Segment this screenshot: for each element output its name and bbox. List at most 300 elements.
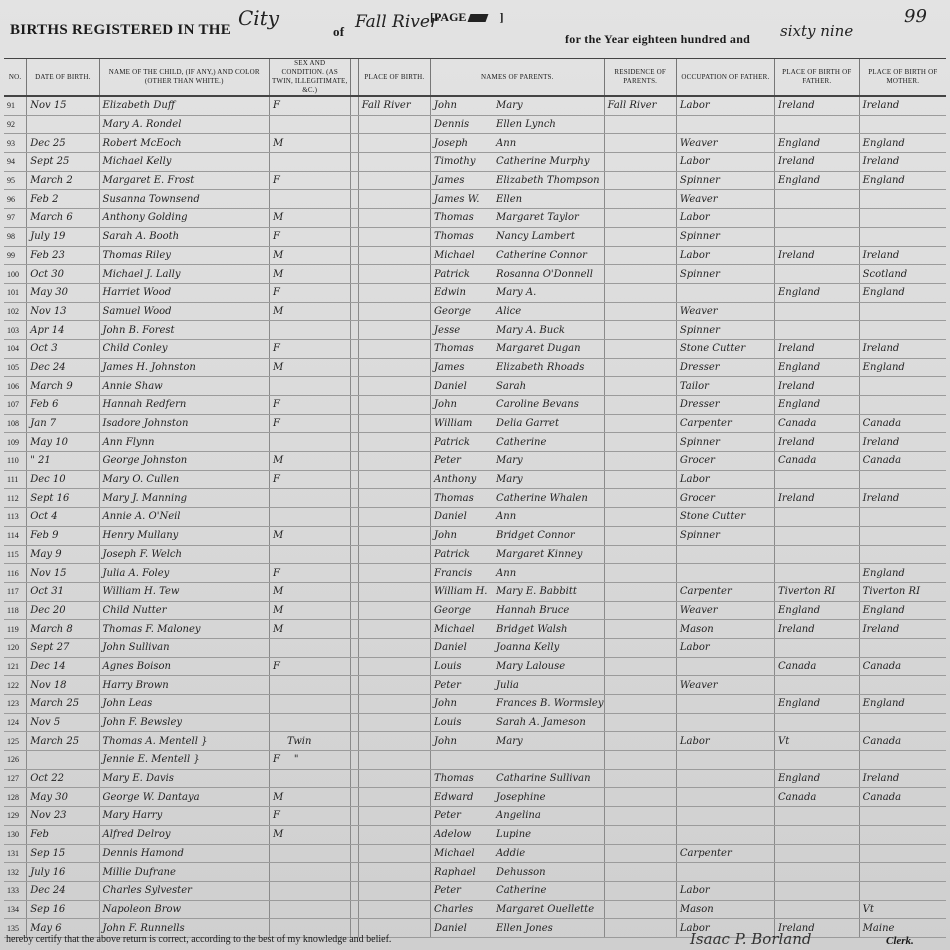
cell-no: 109 — [4, 433, 27, 452]
cell-mpob — [859, 190, 946, 209]
cell-res — [604, 807, 676, 826]
cell-res — [604, 881, 676, 900]
table-row — [4, 807, 946, 826]
cell-mpob: Canada — [859, 452, 946, 471]
cell-occ: Carpenter — [676, 414, 774, 433]
header-title: BIRTHS REGISTERED IN THE — [10, 22, 232, 38]
cell-father: Louis — [434, 660, 462, 672]
cell-no: 113 — [4, 508, 27, 527]
cell-occ — [676, 825, 774, 844]
cell-blank — [350, 396, 358, 415]
cell-res — [604, 470, 676, 489]
cell-pob — [358, 452, 430, 471]
clerk-signature: Isaac P. Borland — [690, 930, 812, 948]
cell-res — [604, 209, 676, 228]
cell-blank — [350, 470, 358, 489]
cell-mpob: Ireland — [859, 96, 946, 115]
cell-father: Thomas — [434, 773, 474, 785]
cell-mpob — [859, 545, 946, 564]
cell-parents — [431, 751, 605, 770]
table-row — [4, 246, 946, 265]
cell-mother: Julia — [496, 679, 519, 691]
cell-res — [604, 452, 676, 471]
cell-child: Elizabeth Duff — [99, 96, 269, 115]
cell-sex: M — [272, 604, 284, 616]
cell-parents — [431, 414, 605, 433]
cell-sex: M — [272, 268, 284, 280]
cell-sex-condition — [269, 638, 350, 657]
cell-fpob — [774, 508, 859, 527]
cell-pob — [358, 153, 430, 172]
cell-fpob — [774, 638, 859, 657]
cell-date: May 30 — [27, 283, 99, 302]
cell-sex: F — [272, 100, 280, 112]
cell-fpob — [774, 825, 859, 844]
cell-fpob — [774, 713, 859, 732]
cell-no: 106 — [4, 377, 27, 396]
cell-date: Feb 9 — [27, 526, 99, 545]
cell-no: 95 — [4, 171, 27, 190]
table-row — [4, 601, 946, 620]
cell-no: 93 — [4, 134, 27, 153]
cell-father: Patrick — [434, 268, 470, 280]
cell-sex-condition — [269, 620, 350, 639]
cell-sex-condition — [269, 676, 350, 695]
cell-parents — [431, 396, 605, 415]
cell-occ: Stone Cutter — [676, 339, 774, 358]
cell-res — [604, 283, 676, 302]
cell-child: Margaret E. Frost — [99, 171, 269, 190]
cell-fpob: Ireland — [774, 153, 859, 172]
cell-occ: Weaver — [676, 601, 774, 620]
cell-child: Mary O. Cullen — [99, 470, 269, 489]
cell-sex-condition — [269, 321, 350, 340]
cell-father: Jesse — [434, 324, 461, 336]
cell-occ: Carpenter — [676, 844, 774, 863]
cell-res — [604, 844, 676, 863]
cell-father: Thomas — [434, 212, 474, 224]
cell-fpob — [774, 526, 859, 545]
cell-date: July 16 — [27, 863, 99, 882]
cell-fpob: Ireland — [774, 620, 859, 639]
cell-blank — [350, 321, 358, 340]
cell-no: 99 — [4, 246, 27, 265]
cell-child: Annie Shaw — [99, 377, 269, 396]
table-row — [4, 489, 946, 508]
cell-mother: Delia Garret — [496, 418, 559, 430]
cell-res — [604, 190, 676, 209]
cell-occ: Carpenter — [676, 582, 774, 601]
cell-date: Jan 7 — [27, 414, 99, 433]
cell-sex-condition — [269, 713, 350, 732]
cell-date: July 19 — [27, 227, 99, 246]
certification-text: hereby certify that the above return is correct, according to the best of my knowledge and belief. — [6, 934, 392, 945]
cell-pob — [358, 396, 430, 415]
cell-parents — [431, 134, 605, 153]
cell-no: 114 — [4, 526, 27, 545]
cell-res — [604, 638, 676, 657]
cell-fpob: Vt — [774, 732, 859, 751]
cell-mother: Margaret Ouellette — [496, 903, 595, 915]
cell-sex-condition — [269, 844, 350, 863]
cell-parents — [431, 433, 605, 452]
cell-occ — [676, 713, 774, 732]
cell-occ: Mason — [676, 620, 774, 639]
cell-res — [604, 321, 676, 340]
column-header: PLACE OF BIRTH OF FATHER. — [774, 59, 859, 97]
cell-sex-condition — [269, 470, 350, 489]
cell-father: Thomas — [434, 231, 474, 243]
cell-mother: Ann — [496, 137, 517, 149]
table-row — [4, 321, 946, 340]
cell-date: Oct 31 — [27, 582, 99, 601]
cell-no: 105 — [4, 358, 27, 377]
cell-pob — [358, 414, 430, 433]
cell-child: George W. Dantaya — [99, 788, 269, 807]
cell-occ — [676, 564, 774, 583]
column-header: PLACE OF BIRTH OF MOTHER. — [859, 59, 946, 97]
cell-mother: Mary — [496, 474, 523, 486]
cell-occ — [676, 283, 774, 302]
cell-father: Peter — [434, 810, 461, 822]
cell-mother: Hannah Bruce — [496, 604, 570, 616]
cell-child: Mary J. Manning — [99, 489, 269, 508]
cell-mpob: Ireland — [859, 246, 946, 265]
cell-date: Dec 10 — [27, 470, 99, 489]
cell-fpob: England — [774, 695, 859, 714]
cell-no: 117 — [4, 582, 27, 601]
cell-sex: F — [272, 660, 280, 672]
cell-date: Sept 25 — [27, 153, 99, 172]
cell-res — [604, 115, 676, 134]
cell-sex-condition — [269, 657, 350, 676]
cell-blank — [350, 265, 358, 284]
cell-res — [604, 227, 676, 246]
cell-father: William H. — [434, 586, 488, 598]
cell-father: Edward — [434, 791, 474, 803]
cell-mpob — [859, 508, 946, 527]
cell-sex-condition — [269, 508, 350, 527]
cell-child: William H. Tew — [99, 582, 269, 601]
cell-condition: Twin — [286, 735, 312, 747]
cell-blank — [350, 96, 358, 115]
cell-blank — [350, 844, 358, 863]
cell-child: Annie A. O'Neil — [99, 508, 269, 527]
cell-date — [27, 751, 99, 770]
header-place-type: City — [238, 6, 280, 30]
cell-sex-condition — [269, 900, 350, 919]
cell-mother: Ellen — [496, 193, 523, 205]
cell-pob — [358, 582, 430, 601]
cell-father: Patrick — [434, 436, 470, 448]
cell-parents — [431, 265, 605, 284]
cell-fpob: Tiverton RI — [774, 582, 859, 601]
cell-occ: Weaver — [676, 134, 774, 153]
cell-res — [604, 900, 676, 919]
cell-blank — [350, 657, 358, 676]
cell-pob — [358, 695, 430, 714]
cell-date: March 25 — [27, 732, 99, 751]
cell-parents — [431, 620, 605, 639]
cell-sex-condition — [269, 190, 350, 209]
table-row — [4, 414, 946, 433]
cell-mpob — [859, 807, 946, 826]
cell-no: 121 — [4, 657, 27, 676]
cell-parents — [431, 470, 605, 489]
cell-mother: Margaret Taylor — [496, 212, 579, 224]
cell-blank — [350, 153, 358, 172]
cell-fpob: Ireland — [774, 339, 859, 358]
column-header: NO. — [4, 59, 27, 97]
cell-date: Feb 2 — [27, 190, 99, 209]
cell-pob — [358, 246, 430, 265]
cell-parents — [431, 302, 605, 321]
cell-occ: Spinner — [676, 321, 774, 340]
column-header: NAMES OF PARENTS. — [431, 59, 605, 97]
cell-child: Susanna Townsend — [99, 190, 269, 209]
cell-mother: Sarah A. Jameson — [496, 717, 586, 729]
table-row — [4, 283, 946, 302]
table-row — [4, 433, 946, 452]
cell-child: Mary A. Rondel — [99, 115, 269, 134]
cell-occ — [676, 788, 774, 807]
cell-res — [604, 620, 676, 639]
cell-occ: Dresser — [676, 358, 774, 377]
cell-child: Julia A. Foley — [99, 564, 269, 583]
cell-child: John Sullivan — [99, 638, 269, 657]
cell-sex-condition — [269, 788, 350, 807]
cell-fpob — [774, 676, 859, 695]
cell-parents — [431, 732, 605, 751]
cell-sex: F — [272, 754, 280, 766]
cell-fpob: England — [774, 171, 859, 190]
cell-res — [604, 695, 676, 714]
cell-mpob — [859, 638, 946, 657]
cell-occ: Labor — [676, 638, 774, 657]
cell-sex: F — [272, 343, 280, 355]
cell-parents — [431, 863, 605, 882]
cell-father: Charles — [434, 903, 474, 915]
cell-no: 92 — [4, 115, 27, 134]
cell-mpob: England — [859, 171, 946, 190]
cell-mpob — [859, 321, 946, 340]
cell-mother: Rosanna O'Donnell — [496, 268, 593, 280]
cell-blank — [350, 620, 358, 639]
table-row — [4, 844, 946, 863]
cell-sex-condition — [269, 171, 350, 190]
cell-sex-condition — [269, 433, 350, 452]
cell-blank — [350, 825, 358, 844]
cell-parents — [431, 209, 605, 228]
cell-parents — [431, 227, 605, 246]
cell-mother: Lupine — [496, 829, 532, 841]
cell-pob — [358, 489, 430, 508]
cell-occ — [676, 695, 774, 714]
cell-parents — [431, 807, 605, 826]
cell-child: Napoleon Brow — [99, 900, 269, 919]
cell-res — [604, 153, 676, 172]
cell-mother: Josephine — [496, 791, 546, 803]
cell-date: Sep 15 — [27, 844, 99, 863]
table-row — [4, 620, 946, 639]
cell-parents — [431, 246, 605, 265]
cell-res — [604, 751, 676, 770]
cell-mother: Addie — [496, 847, 526, 859]
cell-occ: Labor — [676, 209, 774, 228]
cell-father: John — [434, 100, 457, 112]
cell-no: 104 — [4, 339, 27, 358]
cell-blank — [350, 171, 358, 190]
column-header: RESIDENCE OF PARENTS. — [604, 59, 676, 97]
page-label-text: [PAGE — [430, 10, 467, 24]
cell-blank — [350, 377, 358, 396]
cell-pob — [358, 508, 430, 527]
cell-sex-condition — [269, 526, 350, 545]
cell-res — [604, 171, 676, 190]
cell-pob — [358, 265, 430, 284]
cell-fpob: Canada — [774, 414, 859, 433]
cell-fpob — [774, 807, 859, 826]
cell-fpob: Ireland — [774, 919, 859, 938]
cell-sex: M — [272, 212, 284, 224]
cell-mother: Bridget Walsh — [496, 623, 568, 635]
table-row — [4, 452, 946, 471]
cell-mpob: Canada — [859, 657, 946, 676]
cell-occ — [676, 545, 774, 564]
cell-res — [604, 863, 676, 882]
cell-pob — [358, 171, 430, 190]
cell-mother: Catherine Connor — [496, 249, 587, 261]
cell-occ: Tailor — [676, 377, 774, 396]
cell-blank — [350, 900, 358, 919]
cell-fpob: England — [774, 769, 859, 788]
cell-blank — [350, 526, 358, 545]
cell-father: Michael — [434, 623, 475, 635]
cell-parents — [431, 881, 605, 900]
cell-date: Dec 20 — [27, 601, 99, 620]
cell-father: John — [434, 530, 457, 542]
cell-mpob — [859, 676, 946, 695]
cell-mpob — [859, 377, 946, 396]
cell-occ: Dresser — [676, 396, 774, 415]
cell-pob — [358, 564, 430, 583]
cell-father: Thomas — [434, 492, 474, 504]
cell-father: James W. — [434, 193, 480, 205]
cell-occ: Labor — [676, 732, 774, 751]
page-mark-icon — [468, 14, 489, 22]
cell-res — [604, 769, 676, 788]
cell-child: Robert McEoch — [99, 134, 269, 153]
cell-pob — [358, 620, 430, 639]
cell-no: 98 — [4, 227, 27, 246]
cell-fpob: Canada — [774, 452, 859, 471]
cell-occ: Labor — [676, 153, 774, 172]
cell-sex-condition — [269, 377, 350, 396]
cell-pob: Fall River — [358, 96, 430, 115]
cell-sex: M — [272, 791, 284, 803]
cell-mother: Joanna Kelly — [496, 642, 560, 654]
cell-pob — [358, 844, 430, 863]
cell-child: James H. Johnston — [99, 358, 269, 377]
cell-date: Feb — [27, 825, 99, 844]
cell-mother: Mary A. Buck — [496, 324, 565, 336]
cell-mother: Catherine Murphy — [496, 156, 590, 168]
cell-mpob — [859, 751, 946, 770]
cell-occ: Grocer — [676, 452, 774, 471]
cell-pob — [358, 881, 430, 900]
cell-child: Mary Harry — [99, 807, 269, 826]
cell-no: 135 — [4, 919, 27, 938]
cell-child: Anthony Golding — [99, 209, 269, 228]
cell-mpob: England — [859, 601, 946, 620]
cell-parents — [431, 638, 605, 657]
cell-fpob: Canada — [774, 788, 859, 807]
cell-no: 119 — [4, 620, 27, 639]
cell-mother: Caroline Bevans — [496, 399, 579, 411]
column-header: SEX AND CONDITION. (AS TWIN, ILLEGITIMATE, &C.) — [269, 59, 350, 97]
cell-parents — [431, 769, 605, 788]
cell-child: Sarah A. Booth — [99, 227, 269, 246]
cell-date: Dec 25 — [27, 134, 99, 153]
cell-fpob — [774, 265, 859, 284]
cell-father: Louis — [434, 717, 462, 729]
cell-blank — [350, 134, 358, 153]
cell-sex-condition — [269, 227, 350, 246]
cell-blank — [350, 769, 358, 788]
cell-father: Peter — [434, 455, 461, 467]
cell-blank — [350, 358, 358, 377]
cell-father: Dennis — [434, 119, 470, 131]
cell-mother: Ann — [496, 511, 517, 523]
table-row — [4, 526, 946, 545]
table-row — [4, 582, 946, 601]
cell-parents — [431, 452, 605, 471]
cell-sex-condition — [269, 283, 350, 302]
table-row — [4, 134, 946, 153]
table-body — [4, 96, 946, 937]
cell-blank — [350, 508, 358, 527]
cell-mother: Ellen Jones — [496, 922, 553, 934]
cell-child: Henry Mullany — [99, 526, 269, 545]
cell-parents — [431, 545, 605, 564]
cell-fpob: Ireland — [774, 96, 859, 115]
cell-date: March 6 — [27, 209, 99, 228]
cell-mother: Sarah — [496, 380, 527, 392]
cell-fpob: Ireland — [774, 377, 859, 396]
cell-father: Daniel — [434, 922, 467, 934]
cell-pob — [358, 190, 430, 209]
cell-date: May 10 — [27, 433, 99, 452]
cell-res — [604, 788, 676, 807]
cell-mpob — [859, 844, 946, 863]
cell-parents — [431, 582, 605, 601]
cell-blank — [350, 246, 358, 265]
table-row — [4, 564, 946, 583]
cell-no: 91 — [4, 96, 27, 115]
cell-sex: M — [272, 305, 284, 317]
cell-pob — [358, 713, 430, 732]
cell-date: Apr 14 — [27, 321, 99, 340]
cell-date: Dec 24 — [27, 358, 99, 377]
cell-sex: F — [272, 231, 280, 243]
cell-pob — [358, 526, 430, 545]
cell-parents — [431, 115, 605, 134]
cell-res — [604, 377, 676, 396]
table-row — [4, 732, 946, 751]
table-row — [4, 657, 946, 676]
header-year-text: for the Year eighteen hundred and — [565, 32, 751, 46]
cell-no: 108 — [4, 414, 27, 433]
